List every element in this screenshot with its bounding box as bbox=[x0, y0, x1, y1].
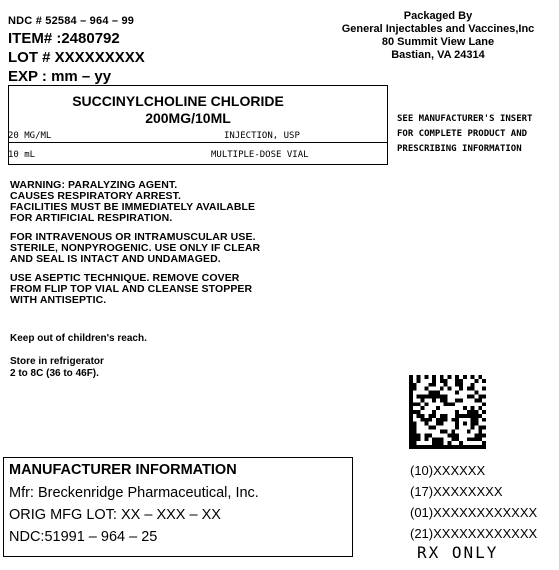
drug-strength: 200MG/10ML bbox=[145, 110, 231, 126]
packager-city: Bastian, VA 24314 bbox=[391, 49, 485, 61]
storage-line-2: 2 to 8C (36 to 46F). bbox=[10, 368, 99, 379]
code-21: (21)XXXXXXXXXXXX bbox=[410, 526, 538, 541]
expiration-date: EXP : mm – yy bbox=[8, 68, 112, 85]
drug-route: INJECTION, USP bbox=[224, 131, 300, 141]
warning-block bbox=[10, 180, 260, 314]
packager-info bbox=[332, 10, 544, 62]
packager-company: General Injectables and Vaccines,Inc bbox=[341, 23, 535, 35]
code-17: (17)XXXXXXXX bbox=[410, 484, 503, 499]
manufacturer-info-box bbox=[3, 457, 353, 557]
drug-concentration: 20 MG/ML bbox=[8, 131, 52, 141]
drug-info-box bbox=[8, 85, 388, 165]
datamatrix-barcode bbox=[409, 375, 486, 449]
aseptic-paragraph: USE ASEPTIC TECHNIQUE. REMOVE COVER FROM FLIP TOP VIAL AND CLEANSE STOPPER WITH ANTISEPTIC. bbox=[10, 272, 253, 306]
packager-heading: Packaged By bbox=[403, 10, 473, 22]
manufacturer-title: MANUFACTURER INFORMATION bbox=[9, 462, 237, 478]
original-lot: ORIG MFG LOT: XX – XXX – XX bbox=[9, 507, 221, 523]
storage-line-1: Store in refrigerator bbox=[10, 356, 104, 367]
rx-only-label: RX ONLY bbox=[417, 543, 499, 562]
lot-number: LOT # XXXXXXXXX bbox=[8, 49, 145, 66]
drug-box-divider bbox=[9, 142, 387, 143]
gs1-codes bbox=[410, 460, 537, 544]
warning-paragraph: WARNING: PARALYZING AGENT. CAUSES RESPIRATORY ARREST. FACILITIES MUST BE IMMEDIATELY AVAILABLE FOR ARTIFICIAL RESPIRATION. bbox=[10, 179, 256, 224]
code-10: (10)XXXXXX bbox=[410, 463, 486, 478]
drug-volume: 10 mL bbox=[8, 150, 36, 160]
manufacturer-name: Mfr: Breckenridge Pharmaceutical, Inc. bbox=[9, 485, 259, 501]
usage-paragraph: FOR INTRAVENOUS OR INTRAMUSCULAR USE. STERILE, NONPYROGENIC. USE ONLY IF CLEAR AND SEAL IS INTACT AND UNDAMAGED. bbox=[10, 231, 261, 265]
insert-notice bbox=[397, 112, 532, 157]
keep-out-notice: Keep out of children's reach. bbox=[10, 333, 147, 344]
insert-line-3: PRESCRIBING INFORMATION bbox=[397, 144, 522, 154]
drug-name-block bbox=[9, 93, 387, 127]
ndc-number: NDC # 52584 – 964 – 99 bbox=[8, 15, 135, 27]
insert-line-2: FOR COMPLETE PRODUCT AND bbox=[397, 129, 528, 139]
header-block bbox=[8, 14, 145, 86]
drug-name: SUCCINYLCHOLINE CHLORIDE bbox=[72, 93, 284, 109]
packager-street: 80 Summit View Lane bbox=[381, 36, 495, 48]
insert-line-1: SEE MANUFACTURER'S INSERT bbox=[397, 114, 533, 124]
item-number: ITEM# :2480792 bbox=[8, 30, 120, 47]
storage-info bbox=[10, 356, 104, 380]
drug-vial-type: MULTIPLE-DOSE VIAL bbox=[211, 150, 309, 160]
code-01: (01)XXXXXXXXXXXX bbox=[410, 505, 538, 520]
manufacturer-ndc: NDC:51991 – 964 – 25 bbox=[9, 529, 158, 545]
